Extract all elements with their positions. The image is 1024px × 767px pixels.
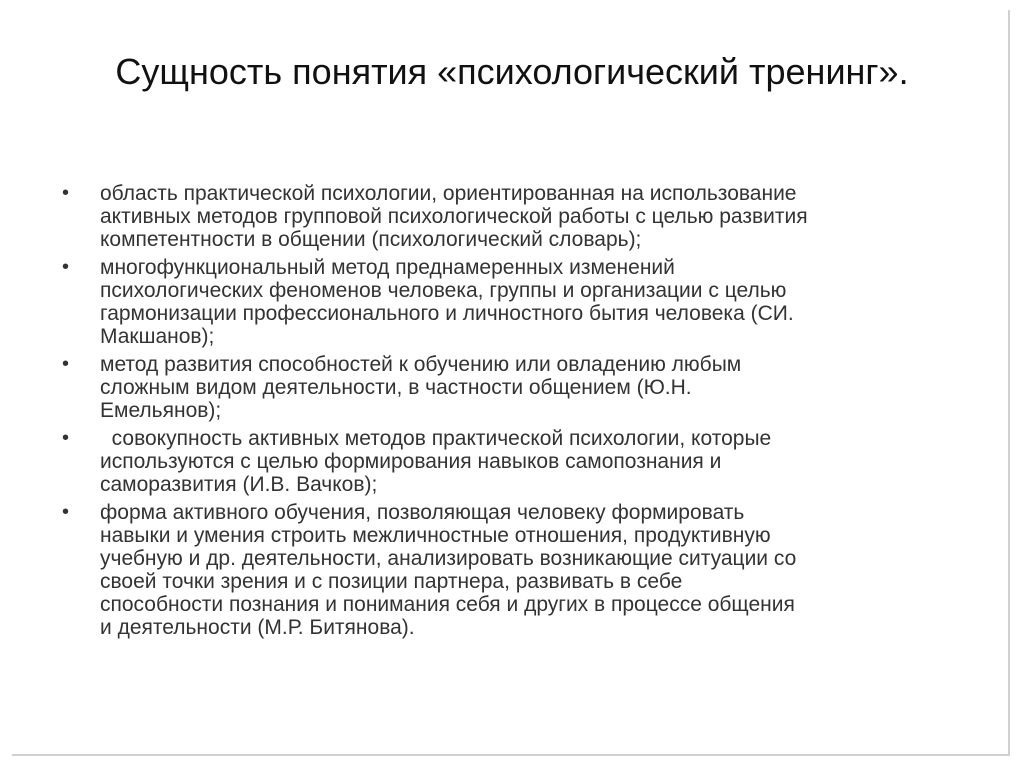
bullet-line: форма активного обучения, позволяющая человеку формировать	[100, 501, 745, 524]
bullet-line: навыки и умения строить межличностные отношения, продуктивную	[100, 524, 771, 547]
bullet-line: саморазвития (И.В. Вачков);	[100, 473, 378, 496]
bullet-line: Макшанов);	[100, 325, 215, 348]
bullet-line: гармонизации профессионального и личностного бытия человека (СИ.	[100, 302, 794, 325]
bullet-point-icon: •	[62, 501, 70, 523]
bullet-line: и деятельности (М.Р. Битянова).	[100, 616, 415, 639]
bullet-line: способности познания и понимания себя и других в процессе общения	[100, 593, 795, 616]
bullet-line: сложным видом деятельности, в частности общением (Ю.Н.	[100, 376, 692, 399]
bullet-line: область практической психологии, ориентированная на использование	[100, 182, 797, 205]
bullet-item-2	[62, 256, 992, 348]
bullet-line: совокупность активных методов практической психологии, которые	[100, 427, 772, 450]
bullet-point-icon: •	[62, 256, 70, 278]
bullet-point-icon: •	[62, 182, 70, 204]
bullet-item-1	[62, 182, 992, 251]
bullet-line: многофункциональный метод преднамеренных изменений	[100, 256, 675, 279]
bullet-line: Емельянов);	[100, 399, 222, 422]
bullet-item-3	[62, 353, 992, 422]
bullet-line: метод развития способностей к обучению или овладению любым	[100, 353, 742, 376]
bullet-line: компетентности в общении (психологический словарь);	[100, 228, 642, 251]
bullet-line: своей точки зрения и с позиции партнера, развивать в себе	[100, 570, 683, 593]
bullet-item-5	[62, 501, 992, 639]
bullet-line: психологических феноменов человека, группы и организации с целью	[100, 279, 787, 302]
bullet-point-icon: •	[62, 353, 70, 375]
bullet-list	[62, 182, 992, 644]
bullet-item-4	[62, 427, 992, 496]
bullet-line: активных методов групповой психологической работы с целью развития	[100, 205, 808, 228]
bullet-point-icon: •	[62, 427, 70, 449]
bullet-line: учебную и др. деятельности, анализировать возникающие ситуации со	[100, 547, 797, 570]
slide-title: Сущность понятия «психологический тренинг».	[115, 51, 909, 92]
bullet-line: используются с целью формирования навыков самопознания и	[100, 450, 722, 473]
